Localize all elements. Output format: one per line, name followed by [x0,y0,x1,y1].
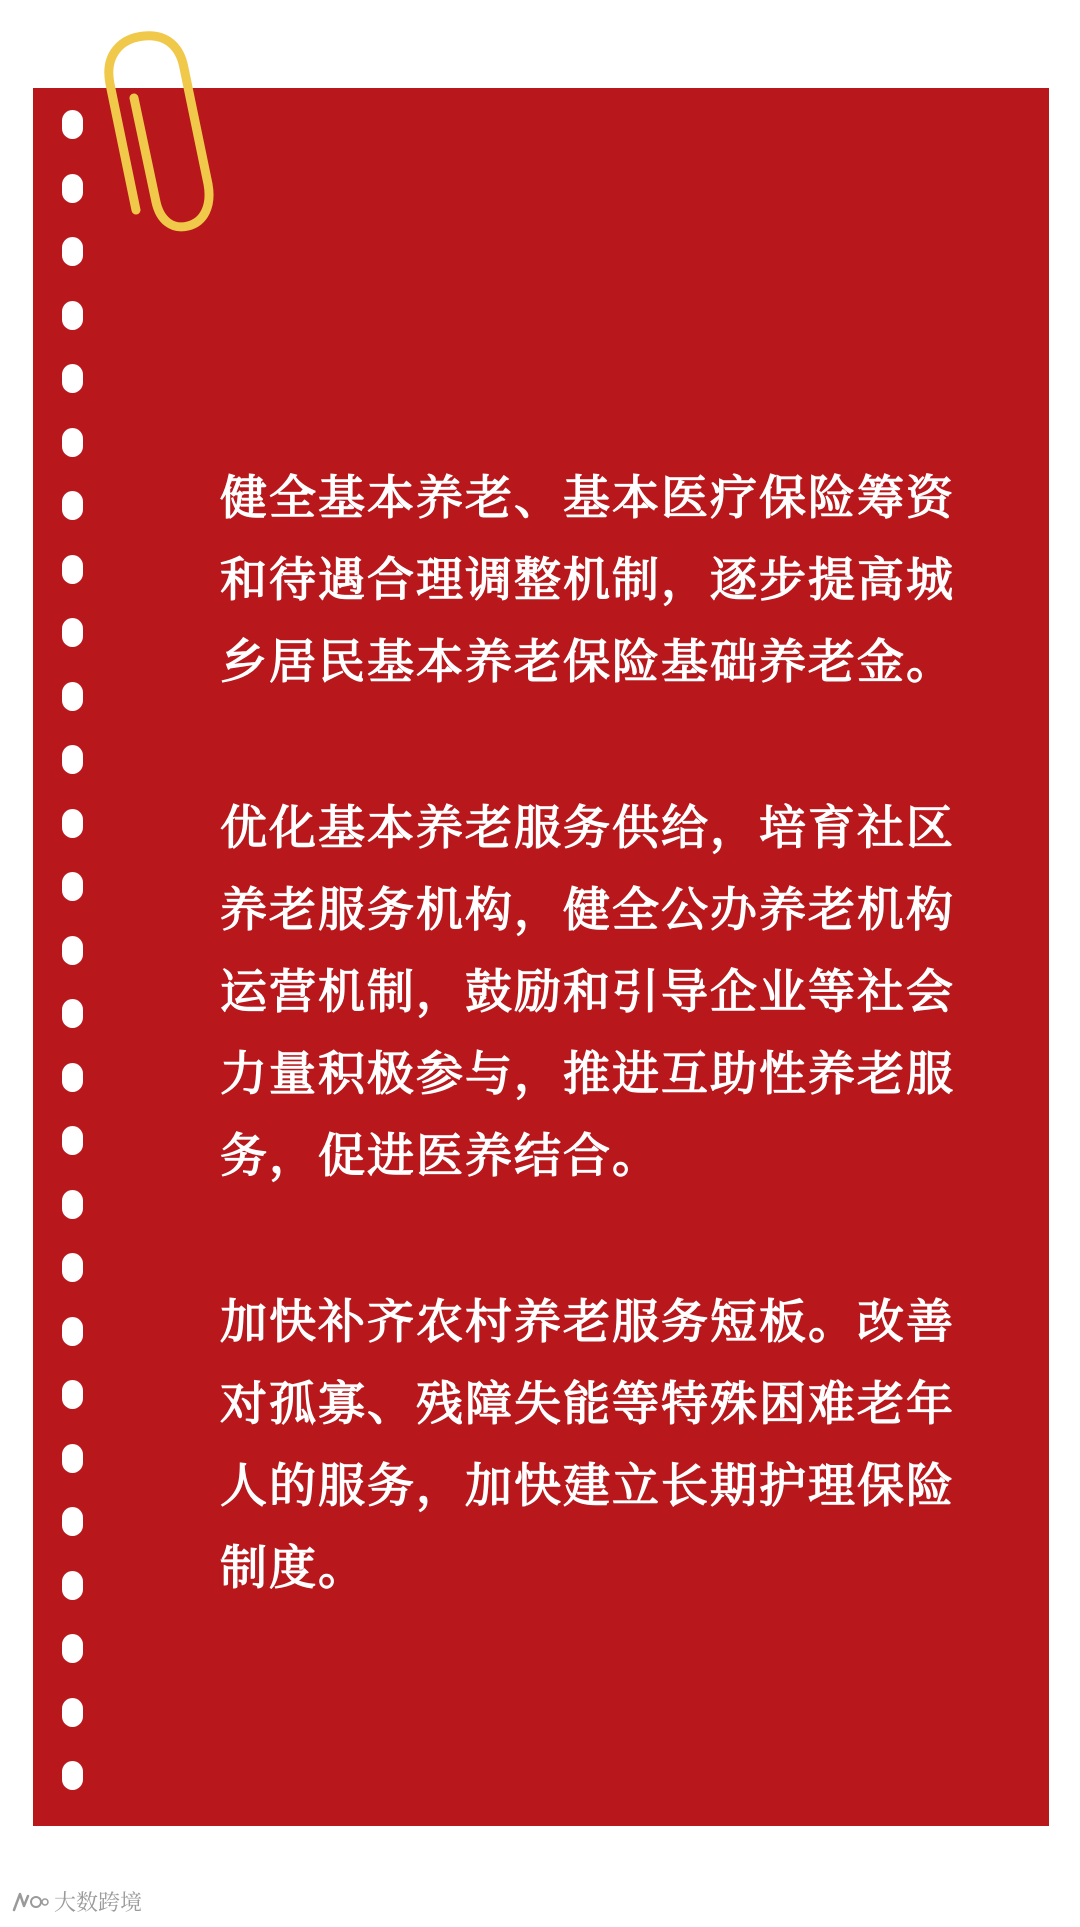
watermark-text: 大数跨境 [54,1891,143,1916]
binder-hole [62,1126,83,1155]
brand-subtitle: 客户端 [640,1839,761,1884]
binder-hole [62,1634,83,1663]
binder-hole [62,1761,83,1790]
binder-hole [62,745,83,774]
binder-hole [62,1253,83,1282]
binder-hole [62,301,83,330]
binder-hole [62,174,83,203]
text-line: 务，促进医养结合。 [220,1129,661,1184]
binder-hole [62,1380,83,1409]
text-line: 运营机制，鼓励和引导企业等社会 [220,965,955,1020]
text-line: 养老服务机构，健全公办养老机构 [220,883,955,938]
binder-hole [62,1507,83,1536]
binder-hole [62,809,83,838]
binder-holes [33,88,133,1826]
binder-hole [62,1698,83,1727]
paragraph-1 [220,458,1000,704]
watermark-logo-icon [10,1890,50,1914]
text-line: 健全基本养老、基本医疗保险筹资 [220,471,955,526]
poster-card [33,88,1049,1891]
text-line: 加快补齐农村养老服务短板。改善 [220,1295,955,1350]
binder-hole [62,1317,83,1346]
binder-hole [62,999,83,1028]
text-line: 人的服务，加快建立长期护理保险 [220,1459,955,1514]
poster-content [220,458,1000,1694]
binder-hole [62,555,83,584]
text-line: 优化基本养老服务供给，培育社区 [220,801,955,856]
binder-hole [62,682,83,711]
binder-hole [62,936,83,965]
binder-hole [62,1444,83,1473]
text-line: 力量积极参与，推进互助性养老服 [220,1047,955,1102]
text-line: 和待遇合理调整机制，逐步提高城 [220,553,955,608]
binder-hole [62,872,83,901]
binder-hole [62,491,83,520]
watermark [10,1886,142,1917]
binder-hole [62,1063,83,1092]
binder-hole [62,110,83,139]
text-line: 制度。 [220,1541,367,1596]
paperclip-icon [100,32,220,242]
binder-hole [62,1190,83,1219]
binder-hole [62,618,83,647]
brand-footer [383,1826,761,1891]
brand-logo: 農民日報 [383,1832,616,1891]
paragraph-2 [220,788,1000,1198]
text-line: 乡居民基本养老保险基础养老金。 [220,635,955,690]
binder-hole [62,364,83,393]
brand-divider [626,1832,628,1884]
binder-hole [62,1571,83,1600]
paragraph-3 [220,1282,1000,1610]
binder-hole [62,428,83,457]
text-line: 对孤寡、残障失能等特殊困难老年 [220,1377,955,1432]
binder-hole [62,237,83,266]
